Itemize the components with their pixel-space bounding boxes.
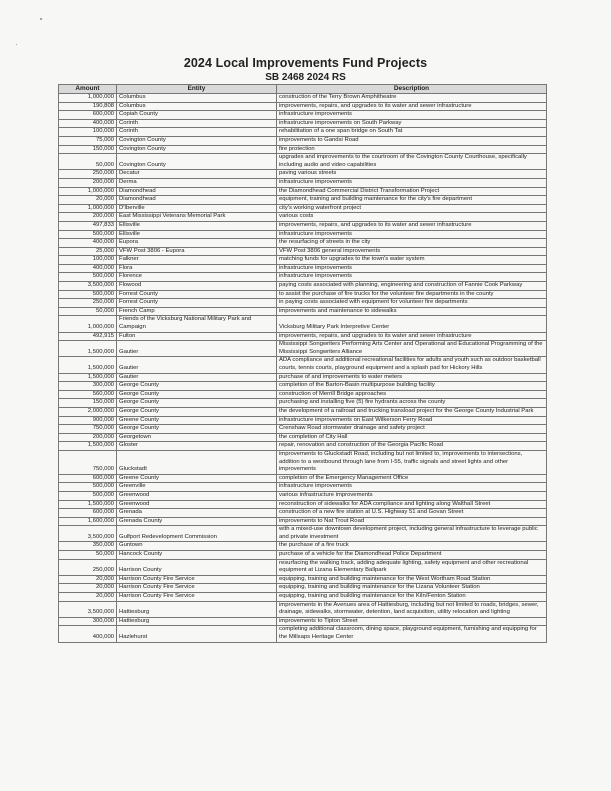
table-row: [59, 221, 547, 230]
table-row: [59, 442, 547, 451]
table-row: [59, 136, 547, 145]
cell-entity: Hancock County: [117, 551, 277, 560]
cell-amount: 400,000: [59, 119, 117, 128]
cell-description: construction of a new fire station at U.S. Highway 51 and Govan Street: [277, 509, 547, 518]
table-row: [59, 307, 547, 316]
cell-description: rehabilitation of a one span bridge on South Tat: [277, 128, 547, 137]
cell-description: construction of Merrill Bridge approaches: [277, 390, 547, 399]
cell-entity: George County: [117, 425, 277, 434]
table-row: [59, 390, 547, 399]
cell-description: ADA compliance and additional recreational facilities for adults and youth such as outdoor basketball courts, tennis courts, playground equipment and a splash pad for Hickory Hills: [277, 357, 547, 373]
header-description: Description: [277, 85, 547, 94]
table-row: [59, 273, 547, 282]
cell-entity: Florence: [117, 273, 277, 282]
cell-description: improvements to Gluckstadt Road, including but not limited to, improvements to intersections, addition to a westbound through lane from I-55, traffic signals and street lights and other improvements: [277, 450, 547, 474]
table-row: [59, 196, 547, 205]
cell-amount: 500,000: [59, 483, 117, 492]
cell-amount: 300,000: [59, 382, 117, 391]
cell-amount: 600,000: [59, 111, 117, 120]
cell-description: equipment, training and building maintenance for the city's fire department: [277, 196, 547, 205]
cell-entity: Falkner: [117, 256, 277, 265]
cell-amount: 492,915: [59, 332, 117, 341]
table-row: [59, 119, 547, 128]
cell-amount: 1,500,000: [59, 442, 117, 451]
cell-entity: Covington County: [117, 154, 277, 170]
cell-entity: French Camp: [117, 307, 277, 316]
cell-amount: 900,000: [59, 416, 117, 425]
table-row: [59, 264, 547, 273]
cell-amount: 50,000: [59, 307, 117, 316]
cell-description: improvements, repairs, and upgrades to its water and sewer infrastructure: [277, 102, 547, 111]
cell-description: infrastructure improvements: [277, 111, 547, 120]
cell-amount: 400,000: [59, 239, 117, 248]
cell-description: improvements in the Avenues area of Hattiesburg, including but not limited to roads, bridges, sewer, drainage, sidewalks, stormwater, detention, land acquisition, utility relocation and lighting: [277, 601, 547, 617]
table-row: [59, 247, 547, 256]
table-row: [59, 407, 547, 416]
cell-amount: 250,000: [59, 170, 117, 179]
table-row: [59, 433, 547, 442]
table-row: [59, 584, 547, 593]
cell-amount: 2,000,000: [59, 407, 117, 416]
cell-description: improvements to Tipton Street: [277, 617, 547, 626]
table-row: [59, 416, 547, 425]
table-row: [59, 474, 547, 483]
cell-entity: Gautier: [117, 341, 277, 357]
cell-entity: Decatur: [117, 170, 277, 179]
cell-amount: 250,000: [59, 559, 117, 575]
table-row: [59, 517, 547, 526]
cell-description: equipping, training and building maintenance for the Lizana Volunteer Station: [277, 584, 547, 593]
cell-entity: Forrest County: [117, 299, 277, 308]
table-row: [59, 282, 547, 291]
cell-amount: 50,000: [59, 154, 117, 170]
cell-entity: Greenwood: [117, 491, 277, 500]
cell-amount: 750,000: [59, 450, 117, 474]
cell-amount: 20,000: [59, 593, 117, 602]
table-row: [59, 450, 547, 474]
cell-entity: Diamondhead: [117, 196, 277, 205]
cell-entity: Gautier: [117, 373, 277, 382]
cell-entity: VFW Post 3806 - Eupora: [117, 247, 277, 256]
cell-description: various infrastructure improvements: [277, 491, 547, 500]
cell-description: completing additional classroom, dining space, playground equipment, furnishing and equipping for the Millsaps Heritage Center: [277, 626, 547, 642]
cell-description: purchasing and installing five (5) fire hydrants across the county: [277, 399, 547, 408]
cell-amount: 20,000: [59, 584, 117, 593]
cell-entity: George County: [117, 399, 277, 408]
cell-amount: 1,500,000: [59, 341, 117, 357]
cell-description: repair, renovation and construction of the Georgia Pacific Road: [277, 442, 547, 451]
cell-description: paying costs associated with planning, engineering and construction of Fannie Cook Parkway: [277, 282, 547, 291]
cell-description: various costs: [277, 213, 547, 222]
table-row: [59, 551, 547, 560]
table-row: [59, 357, 547, 373]
table-row: [59, 526, 547, 542]
cell-amount: 20,000: [59, 196, 117, 205]
cell-entity: East Mississippi Veterans Memorial Park: [117, 213, 277, 222]
cell-entity: Flowood: [117, 282, 277, 291]
cell-entity: George County: [117, 390, 277, 399]
cell-amount: 350,000: [59, 542, 117, 551]
cell-amount: 3,500,000: [59, 526, 117, 542]
cell-description: the completion of City Hall: [277, 433, 547, 442]
cell-entity: Derma: [117, 178, 277, 187]
cell-amount: 3,500,000: [59, 282, 117, 291]
cell-amount: 400,000: [59, 264, 117, 273]
cell-entity: Harrison County Fire Service: [117, 575, 277, 584]
cell-entity: Greene County: [117, 474, 277, 483]
cell-amount: 200,000: [59, 178, 117, 187]
cell-entity: D'Iberville: [117, 204, 277, 213]
cell-description: infrastructure improvements: [277, 178, 547, 187]
table-row: [59, 204, 547, 213]
cell-description: improvements to Gandsi Road: [277, 136, 547, 145]
cell-description: improvements, repairs, and upgrades to its water and sewer infrastructure: [277, 332, 547, 341]
cell-amount: 250,000: [59, 299, 117, 308]
cell-amount: 600,000: [59, 509, 117, 518]
cell-entity: Flora: [117, 264, 277, 273]
cell-entity: Diamondhead: [117, 187, 277, 196]
table-row: [59, 626, 547, 642]
cell-amount: 150,000: [59, 145, 117, 154]
cell-description: infrastructure improvements: [277, 273, 547, 282]
cell-entity: Hattiesburg: [117, 601, 277, 617]
cell-entity: Columbus: [117, 102, 277, 111]
cell-description: completion of the Barton-Basin multipurpose building facility: [277, 382, 547, 391]
header-entity: Entity: [117, 85, 277, 94]
cell-description: Crenshaw Road stormwater drainage and safety project: [277, 425, 547, 434]
cell-description: construction of the Terry Brown Amphitheatre: [277, 94, 547, 103]
cell-description: improvements to Nat Trout Road: [277, 517, 547, 526]
cell-entity: Harrison County Fire Service: [117, 593, 277, 602]
cell-description: city's working waterfront project: [277, 204, 547, 213]
table-row: [59, 128, 547, 137]
cell-entity: Grenada: [117, 509, 277, 518]
cell-entity: Copiah County: [117, 111, 277, 120]
cell-amount: 500,000: [59, 230, 117, 239]
cell-entity: Gulfport Redevelopment Commission: [117, 526, 277, 542]
cell-entity: Forrest County: [117, 290, 277, 299]
cell-entity: Greenville: [117, 483, 277, 492]
table-row: [59, 230, 547, 239]
cell-description: infrastructure improvements: [277, 483, 547, 492]
cell-amount: 600,000: [59, 474, 117, 483]
cell-amount: 1,600,000: [59, 517, 117, 526]
document-title: 2024 Local Improvements Fund Projects: [183, 56, 428, 70]
cell-description: in paying costs associated with equipment for volunteer fire departments: [277, 299, 547, 308]
cell-entity: Hattiesburg: [117, 617, 277, 626]
cell-amount: 750,000: [59, 425, 117, 434]
cell-amount: 400,000: [59, 626, 117, 642]
header-amount: Amount: [59, 85, 117, 94]
cell-description: reconstruction of sidewalks for ADA compliance and lighting along Walthall Street: [277, 500, 547, 509]
table-header-row: [59, 85, 547, 94]
table-row: [59, 299, 547, 308]
cell-description: fire protection: [277, 145, 547, 154]
cell-description: the Diamondhead Commercial District Transformation Project: [277, 187, 547, 196]
cell-description: the purchase of a fire truck: [277, 542, 547, 551]
cell-description: equipping, training and building maintenance for the West Wortham Road Station: [277, 575, 547, 584]
table-row: [59, 290, 547, 299]
table-row: [59, 491, 547, 500]
cell-amount: 1,500,000: [59, 373, 117, 382]
cell-description: Mississippi Songwriters Performing Arts Center and Operational and Educational Programming of the Mississippi Songwriters Alliance: [277, 341, 547, 357]
cell-entity: Eupora: [117, 239, 277, 248]
cell-amount: 50,000: [59, 551, 117, 560]
cell-entity: Greene County: [117, 416, 277, 425]
cell-description: paving various streets: [277, 170, 547, 179]
scan-speck: [16, 44, 17, 45]
cell-description: Vicksburg Military Park Interpretive Center: [277, 316, 547, 332]
cell-description: infrastructure improvements: [277, 230, 547, 239]
table-row: [59, 178, 547, 187]
cell-entity: Gautier: [117, 357, 277, 373]
cell-amount: 500,000: [59, 273, 117, 282]
cell-entity: Corinth: [117, 119, 277, 128]
table-row: [59, 509, 547, 518]
cell-description: infrastructure improvements on South Parkway: [277, 119, 547, 128]
cell-description: equipping, training and building maintenance for the Kiln/Fenton Station: [277, 593, 547, 602]
cell-amount: 1,000,000: [59, 94, 117, 103]
table-row: [59, 256, 547, 265]
cell-amount: 500,000: [59, 491, 117, 500]
cell-amount: 300,000: [59, 617, 117, 626]
cell-entity: Hazlehurst: [117, 626, 277, 642]
table-row: [59, 483, 547, 492]
cell-amount: 20,000: [59, 575, 117, 584]
cell-description: matching funds for upgrades to the town's water system: [277, 256, 547, 265]
cell-description: VFW Post 3806 general improvements: [277, 247, 547, 256]
document-subtitle: SB 2468 2024 RS: [265, 72, 346, 83]
cell-entity: Grenada County: [117, 517, 277, 526]
cell-amount: 75,000: [59, 136, 117, 145]
cell-entity: Friends of the Vicksburg National Military Park and Campaign: [117, 316, 277, 332]
cell-description: infrastructure improvements: [277, 264, 547, 273]
cell-entity: Columbus: [117, 94, 277, 103]
cell-description: improvements, repairs, and upgrades to its water and sewer infrastructure: [277, 221, 547, 230]
cell-amount: 100,000: [59, 128, 117, 137]
cell-amount: 25,000: [59, 247, 117, 256]
table-row: [59, 316, 547, 332]
table-row: [59, 559, 547, 575]
table-row: [59, 542, 547, 551]
table-row: [59, 213, 547, 222]
cell-amount: 500,000: [59, 290, 117, 299]
cell-entity: Guntown: [117, 542, 277, 551]
cell-entity: Georgetown: [117, 433, 277, 442]
cell-amount: 190,808: [59, 102, 117, 111]
table-row: [59, 239, 547, 248]
cell-description: the development of a railroad and trucking transload project for the George County Industrial Park: [277, 407, 547, 416]
table-row: [59, 170, 547, 179]
cell-description: purchase of a vehicle for the Diamondhead Police Department: [277, 551, 547, 560]
projects-table: [58, 84, 547, 643]
table-row: [59, 332, 547, 341]
cell-entity: George County: [117, 407, 277, 416]
cell-entity: Corinth: [117, 128, 277, 137]
table-row: [59, 399, 547, 408]
table-row: [59, 500, 547, 509]
table-row: [59, 187, 547, 196]
table-row: [59, 601, 547, 617]
scan-speck: [40, 18, 42, 20]
cell-entity: Ellisville: [117, 230, 277, 239]
cell-amount: 1,000,000: [59, 204, 117, 213]
cell-entity: Harrison County: [117, 559, 277, 575]
cell-amount: 497,833: [59, 221, 117, 230]
table-row: [59, 593, 547, 602]
table-row: [59, 341, 547, 357]
cell-entity: Gloster: [117, 442, 277, 451]
table-row: [59, 575, 547, 584]
table-row: [59, 111, 547, 120]
table-body: [59, 94, 547, 643]
cell-description: infrastructure improvements on East Wilkerson Ferry Road: [277, 416, 547, 425]
table-row: [59, 94, 547, 103]
table-row: [59, 373, 547, 382]
cell-entity: Harrison County Fire Service: [117, 584, 277, 593]
cell-amount: 1,000,000: [59, 316, 117, 332]
table-row: [59, 425, 547, 434]
cell-description: the resurfacing of streets in the city: [277, 239, 547, 248]
table-row: [59, 102, 547, 111]
cell-description: improvements and maintenance to sidewalks: [277, 307, 547, 316]
cell-entity: Covington County: [117, 145, 277, 154]
cell-amount: 1,000,000: [59, 187, 117, 196]
cell-amount: 100,000: [59, 256, 117, 265]
cell-amount: 200,000: [59, 433, 117, 442]
cell-entity: Gluckstadt: [117, 450, 277, 474]
table-row: [59, 617, 547, 626]
cell-entity: Fulton: [117, 332, 277, 341]
cell-description: upgrades and improvements to the courtroom of the Covington County Courthouse, specifically including audio and video capabilities: [277, 154, 547, 170]
cell-entity: Greenwood: [117, 500, 277, 509]
table-row: [59, 154, 547, 170]
cell-description: to assist the purchase of fire trucks for the volunteer fire departments in the county: [277, 290, 547, 299]
cell-entity: George County: [117, 382, 277, 391]
table-row: [59, 145, 547, 154]
cell-amount: 560,000: [59, 390, 117, 399]
table-row: [59, 382, 547, 391]
cell-amount: 1,500,000: [59, 500, 117, 509]
cell-description: resurfacing the walking track, adding adequate lighting, safety equipment and other recreational equipment at Lizana Elementary Ballpark: [277, 559, 547, 575]
cell-description: with a mixed-use downtown development project, including general infrastructure to leverage public and private investment: [277, 526, 547, 542]
cell-amount: 200,000: [59, 213, 117, 222]
cell-description: purchase of and improvements to water meters: [277, 373, 547, 382]
cell-amount: 1,500,000: [59, 357, 117, 373]
cell-description: completion of the Emergency Management Office: [277, 474, 547, 483]
cell-amount: 3,500,000: [59, 601, 117, 617]
cell-amount: 150,000: [59, 399, 117, 408]
cell-entity: Covington County: [117, 136, 277, 145]
cell-entity: Ellisville: [117, 221, 277, 230]
